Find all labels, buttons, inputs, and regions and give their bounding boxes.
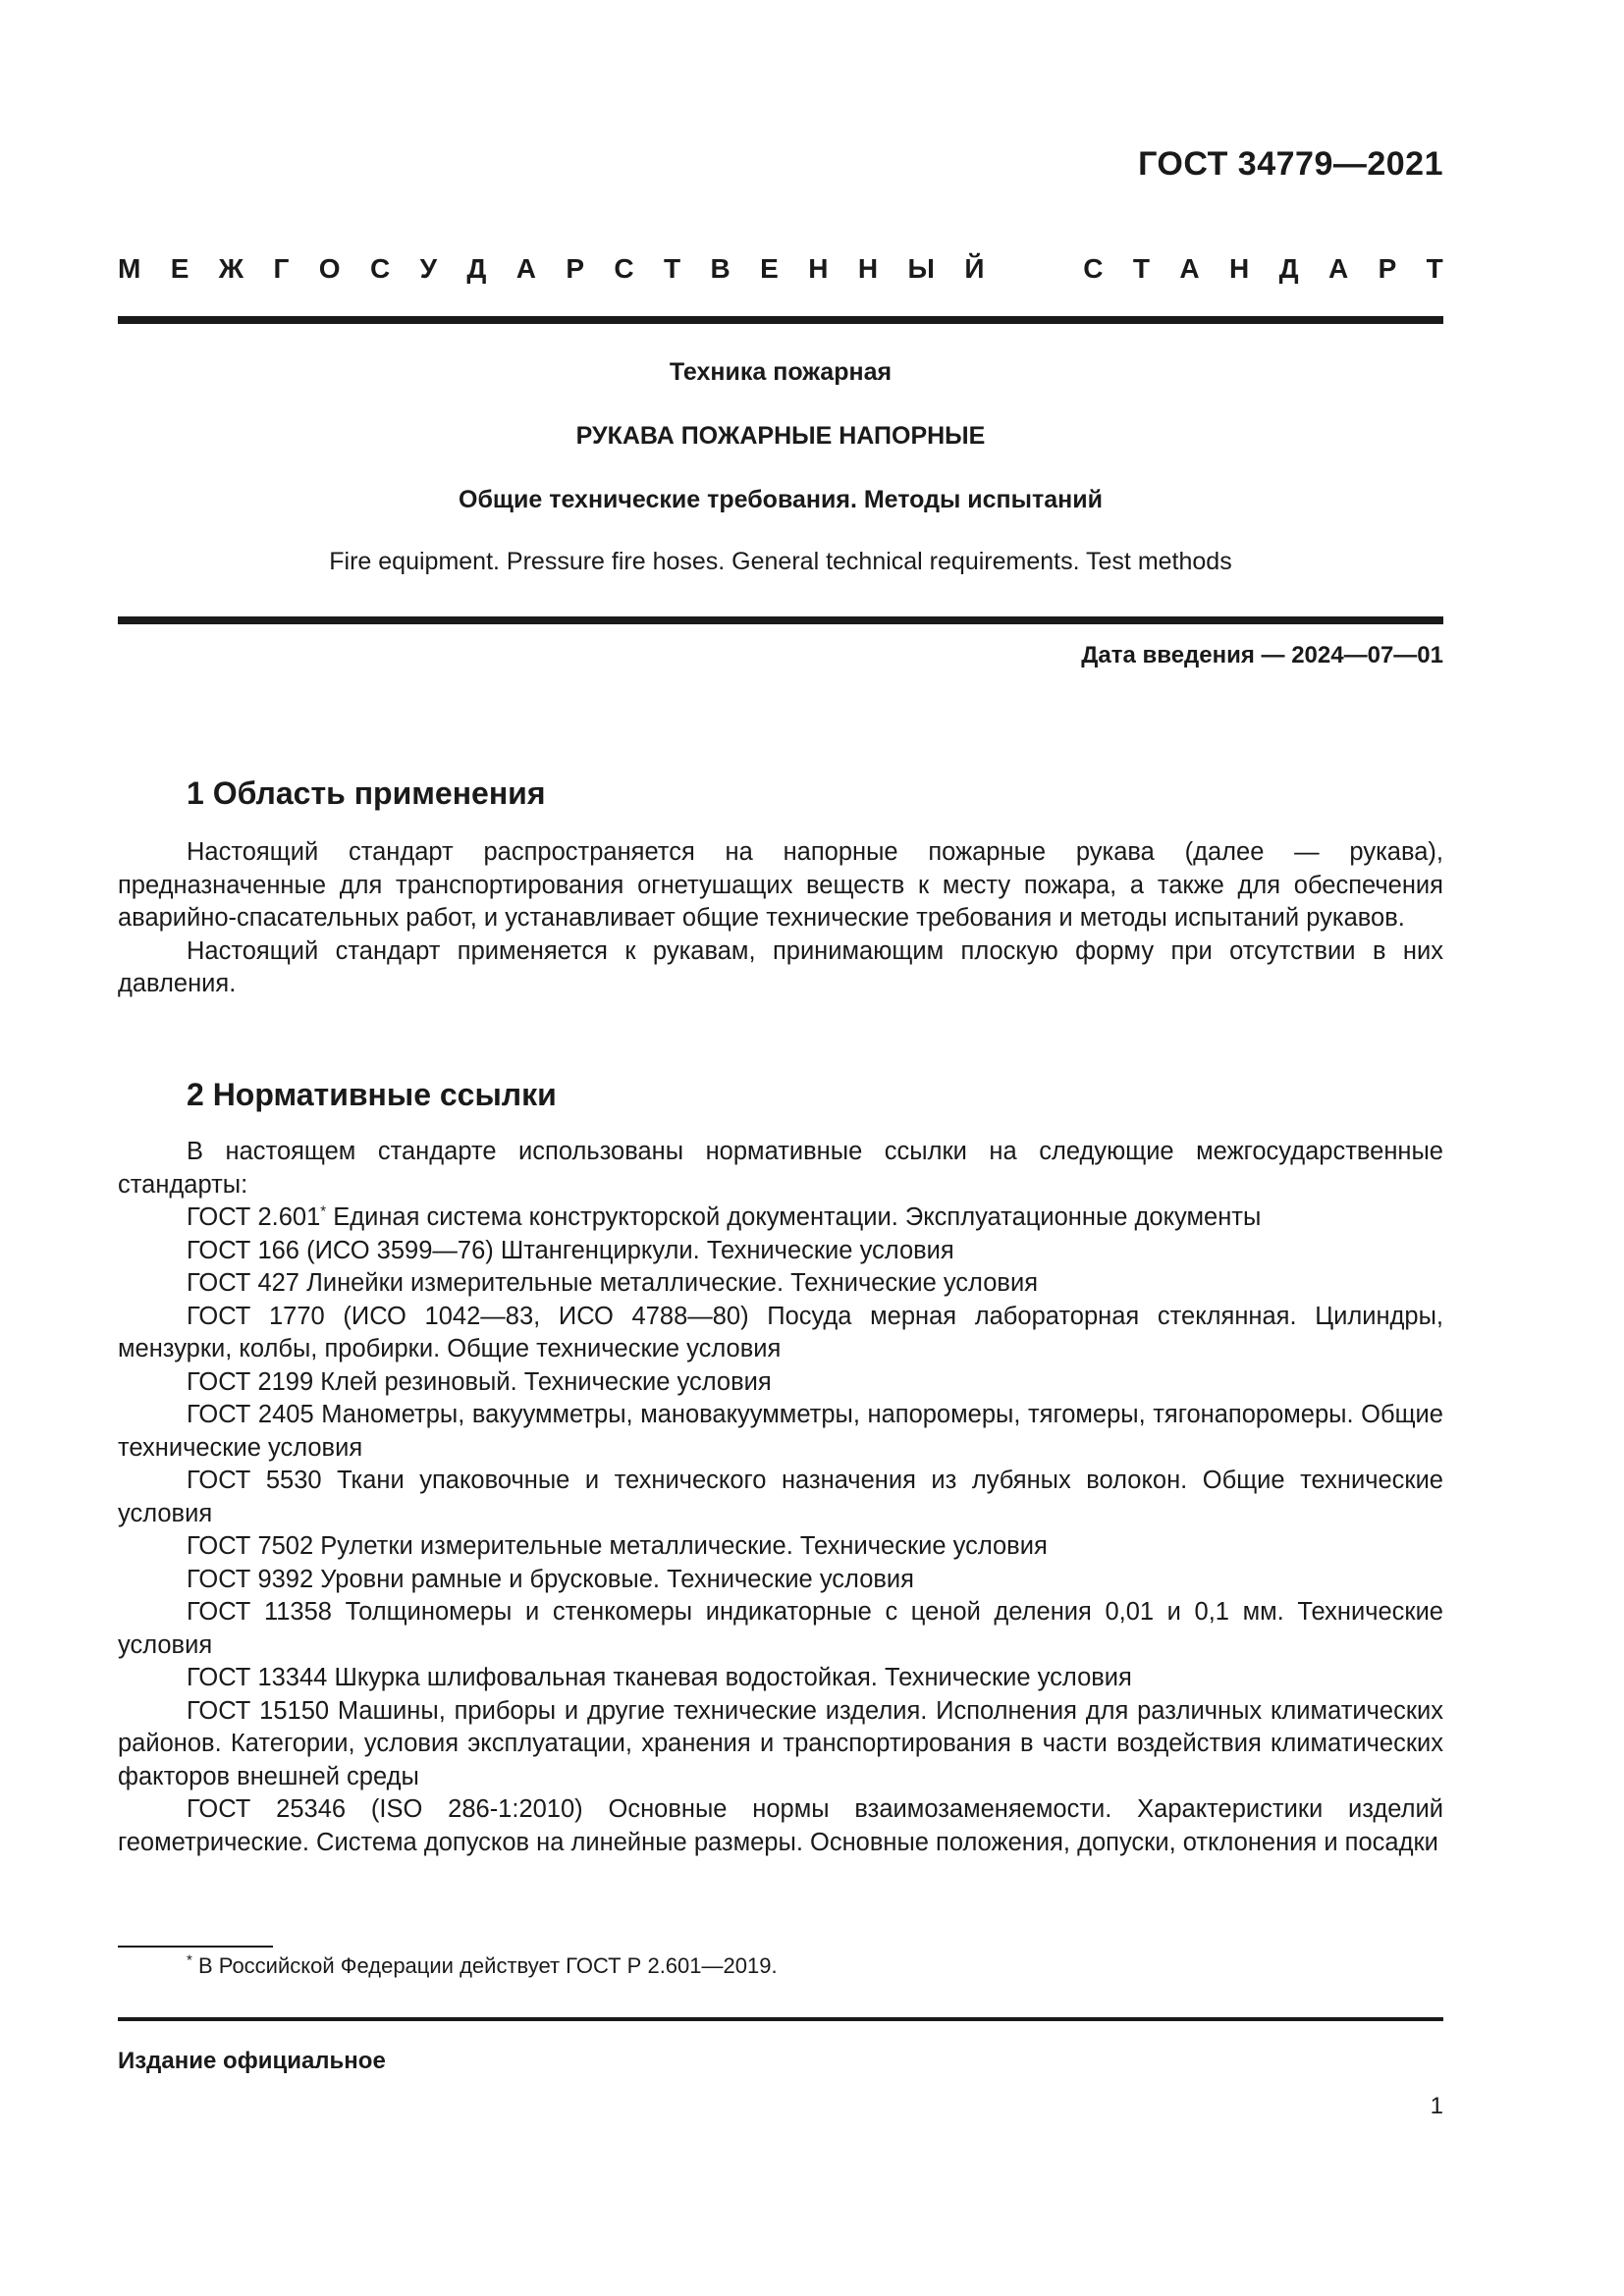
reference-code: ГОСТ 25346 — [187, 1795, 347, 1823]
reference-title: Манометры, вакуумметры, мановакуумметры, напоромеры, тягомеры, тягонапоромеры. Общие технические условия — [118, 1401, 1443, 1462]
heading-letter: Ы — [907, 253, 935, 284]
section-2-intro: В настоящем стандарте использованы нормативные ссылки на следующие межгосударственные стандарты: — [118, 1138, 1443, 1199]
reference-code: ГОСТ 2199 — [187, 1367, 314, 1396]
heading-letter: Т — [664, 253, 681, 284]
heading-letter: А — [515, 253, 536, 284]
reference-title: (ИСО 1042—83, ИСО 4788—80) Посуда мерная лабораторная стеклянная. Цилиндры, мензурки, колбы, пробирки. Общие технические условия — [118, 1302, 1443, 1362]
title-line-2: РУКАВА ПОЖАРНЫЕ НАПОРНЫЕ — [575, 422, 986, 450]
reference-item — [118, 1695, 1443, 1794]
reference-item — [118, 1235, 1443, 1268]
heading-letter: В — [710, 253, 731, 284]
reference-title: Рулетки измерительные металлические. Технические условия — [313, 1532, 1048, 1560]
reference-code: ГОСТ 166 — [187, 1236, 299, 1264]
reference-item — [118, 1530, 1443, 1564]
heading-letter: Е — [760, 253, 779, 284]
heading-letter: А — [1327, 253, 1349, 284]
page-number: 1 — [1430, 2093, 1443, 2119]
heading-letter: Р — [1378, 253, 1397, 284]
heading-letter: Т — [1132, 253, 1150, 284]
reference-title: Клей резиновый. Технические условия — [313, 1367, 772, 1396]
reference-item — [118, 1301, 1443, 1366]
reference-code: ГОСТ 13344 — [187, 1664, 328, 1691]
bottom-divider — [118, 2017, 1443, 2021]
reference-code: ГОСТ 427 — [187, 1269, 299, 1297]
reference-code: ГОСТ 1770 — [187, 1302, 325, 1330]
reference-title: Шкурка шлифовальная тканевая водостойкая. Технические условия — [327, 1664, 1132, 1691]
reference-title: Машины, приборы и другие технические изделия. Исполнения для различных климатических районов. Категории, условия эксплуатации, хранения и транспортирования в части воздействия климатических факторов внешней среды — [118, 1696, 1443, 1790]
reference-item — [118, 1596, 1443, 1662]
word-gap — [1014, 253, 1054, 285]
heading-letter: Ж — [218, 253, 244, 284]
title-divider — [118, 616, 1443, 624]
document-page — [118, 0, 1443, 2296]
footnote-mark: * — [187, 1951, 192, 1969]
reference-title: Линейки измерительные металлические. Технические условия — [299, 1269, 1039, 1297]
reference-code: ГОСТ 9392 — [187, 1565, 314, 1593]
reference-code: ГОСТ 2.601 — [187, 1203, 321, 1231]
reference-item — [118, 1267, 1443, 1301]
reference-title: (ИСО 3599—76) Штангенциркули. Технические условия — [299, 1236, 954, 1264]
official-edition-label: Издание официальное — [118, 2048, 386, 2074]
reference-code: ГОСТ 5530 — [187, 1467, 322, 1494]
heading-letter: Н — [1228, 253, 1250, 284]
heading-letter: О — [318, 253, 341, 284]
heading-letter: Н — [857, 253, 879, 284]
heading-letter: Й — [964, 253, 985, 284]
heading-letter: Д — [1278, 253, 1299, 284]
introduction-date: Дата введения — 2024—07—01 — [1081, 642, 1443, 668]
heading-letter: Н — [808, 253, 829, 284]
heading-letter: Д — [466, 253, 487, 284]
gost-number: ГОСТ 34779—2021 — [1138, 145, 1443, 183]
footnote — [187, 1953, 778, 1979]
reference-item — [118, 1662, 1443, 1695]
title-line-3: Общие технические требования. Методы испытаний — [459, 486, 1103, 513]
top-divider — [118, 316, 1443, 324]
heading-letter: А — [1179, 253, 1200, 284]
section-2-body — [118, 1136, 1443, 1859]
reference-list — [118, 1201, 1443, 1859]
heading-letter: Г — [273, 253, 290, 284]
heading-letter: Е — [170, 253, 189, 284]
reference-title: (ISO 286-1:2010) Основные нормы взаимозаменяемости. Характеристики изделий геометрические. Система допусков на линейные размеры. Основные положения, допуски, отклонения и посадки — [118, 1795, 1443, 1856]
reference-item — [118, 1399, 1443, 1465]
interstate-standard-heading — [118, 253, 1443, 285]
reference-item — [118, 1201, 1443, 1235]
reference-title: Единая система конструкторской документации. Эксплуатационные документы — [326, 1203, 1262, 1231]
heading-letter: С — [1083, 253, 1104, 284]
section-1-body — [118, 836, 1443, 1001]
reference-item — [118, 1793, 1443, 1859]
heading-letter: М — [118, 253, 141, 284]
heading-letter: С — [614, 253, 634, 284]
reference-title: Ткани упаковочные и технического назначения из лубяных волокон. Общие технические условия — [118, 1467, 1443, 1527]
section-1-paragraph: Настоящий стандарт применяется к рукавам, принимающим плоскую форму при отсутствии в них давления. — [118, 936, 1443, 997]
reference-item — [118, 1564, 1443, 1597]
footnote-text: В Российской Федерации действует ГОСТ Р 2.601—2019. — [191, 1953, 778, 1978]
reference-code: ГОСТ 2405 — [187, 1401, 314, 1428]
section-1-title: 1 Область применения — [187, 775, 546, 811]
reference-code: ГОСТ 7502 — [187, 1532, 314, 1560]
reference-title: Уровни рамные и брусковые. Технические условия — [313, 1565, 914, 1593]
section-2-title: 2 Нормативные ссылки — [187, 1077, 557, 1112]
title-english: Fire equipment. Pressure fire hoses. General technical requirements. Test methods — [329, 548, 1232, 575]
heading-letter: Т — [1426, 253, 1443, 284]
reference-title: Толщиномеры и стенкомеры индикаторные с ценой деления 0,01 и 0,1 мм. Технические условия — [118, 1598, 1443, 1659]
reference-code: ГОСТ 11358 — [187, 1598, 332, 1626]
footnote-divider — [118, 1946, 273, 1948]
section-1-paragraph: Настоящий стандарт распространяется на напорные пожарные рукава (далее — рукава), предназначенные для транспортирования огнетушащих веществ к месту пожара, а также для обеспечения аварийно-спасательных работ, и устанавливает общие технические требования и методы испытаний рукавов. — [118, 838, 1443, 932]
reference-item — [118, 1465, 1443, 1530]
heading-letter: С — [369, 253, 391, 284]
reference-footnote-mark: * — [320, 1202, 327, 1220]
title-line-1: Техника пожарная — [669, 358, 893, 386]
reference-item — [118, 1366, 1443, 1400]
heading-letter: Р — [566, 253, 585, 284]
heading-letter: У — [419, 253, 437, 284]
reference-code: ГОСТ 15150 — [187, 1696, 330, 1725]
